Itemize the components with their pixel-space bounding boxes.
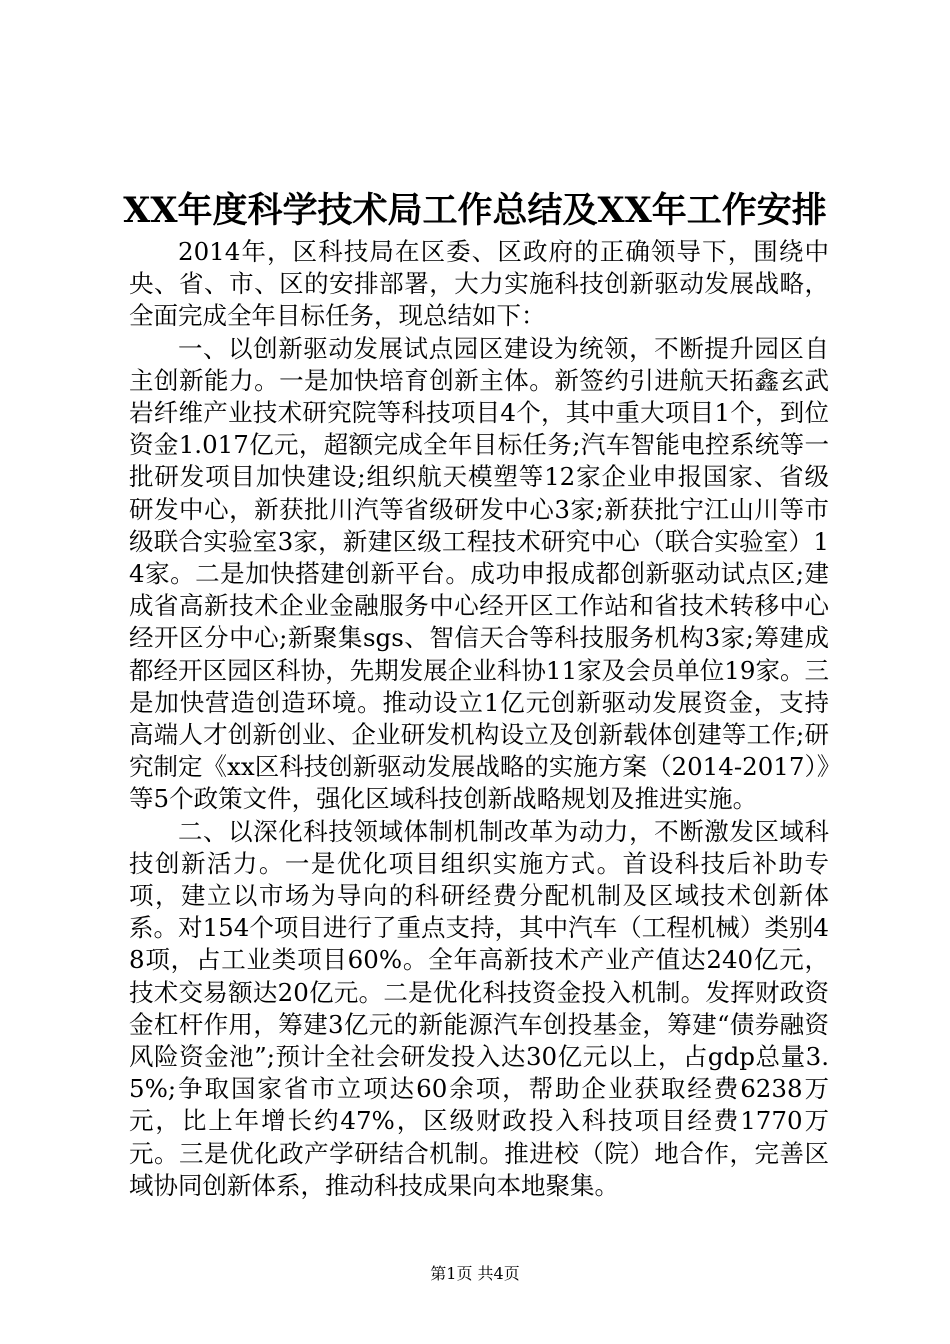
paragraph-section-two: 二、以深化科技领域体制机制改革为动力，不断激发区域科技创新活力。一是优化项目组织实施方式。首设科技后补助专项，建立以市场为导向的科研经费分配机制及区域技术创新体系。对154个项目进行了重点支持，其中汽车（工程机械）类别48项，占工业类项目60%。全年高新技术产业产值达240亿元，技术交易额达20亿元。二是优化科技资金投入机制。发挥财政资金杠杆作用，筹建3亿元的新能源汽车创投基金，筹建“债券融资风险资金池”;预计全社会研发投入达30亿元以上，占gdp总量3.5%;争取国家省市立项达60余项，帮助企业获取经费6238万元，比上年增长约47%，区级财政投入科技项目经费1770万元。三是优化政产学研结合机制。推进校（院）地合作，完善区域协同创新体系，推动科技成果向本地聚集。: [129, 816, 829, 1200]
document-title: XX年度科学技术局工作总结及XX年工作安排: [123, 190, 827, 231]
paragraph-section-one: 一、以创新驱动发展试点园区建设为统领，不断提升园区自主创新能力。一是加快培育创新主体。新签约引进航天拓鑫玄武岩纤维产业技术研究院等科技项目4个，其中重大项目1个，到位资金1.017亿元，超额完成全年目标任务;汽车智能电控系统等一批研发项目加快建设;组织航天模塑等12家企业申报国家、省级研发中心，新获批川汽等省级研发中心3家;新获批宁江山川等市级联合实验室3家，新建区级工程技术研究中心（联合实验室）14家。二是加快搭建创新平台。成功申报成都创新驱动试点区;建成省高新技术企业金融服务中心经开区工作站和省技术转移中心经开区分中心;新聚集sgs、智信天合等科技服务机构3家;筹建成都经开区园区科协，先期发展企业科协11家及会员单位19家。三是加快营造创造环境。推动设立1亿元创新驱动发展资金，支持高端人才创新创业、企业研发机构设立及创新载体创建等工作;研究制定《xx区科技创新驱动发展战略的实施方案（2014-2017）》等5个政策文件，强化区域科技创新战略规划及推进实施。: [129, 333, 829, 814]
paragraph-intro: 2014年，区科技局在区委、区政府的正确领导下，围绕中央、省、市、区的安排部署，大力实施科技创新驱动发展战略，全面完成全年目标任务，现总结如下：: [129, 237, 829, 331]
document-body: [129, 236, 829, 1202]
page-footer: 第1页 共4页: [430, 1264, 520, 1283]
